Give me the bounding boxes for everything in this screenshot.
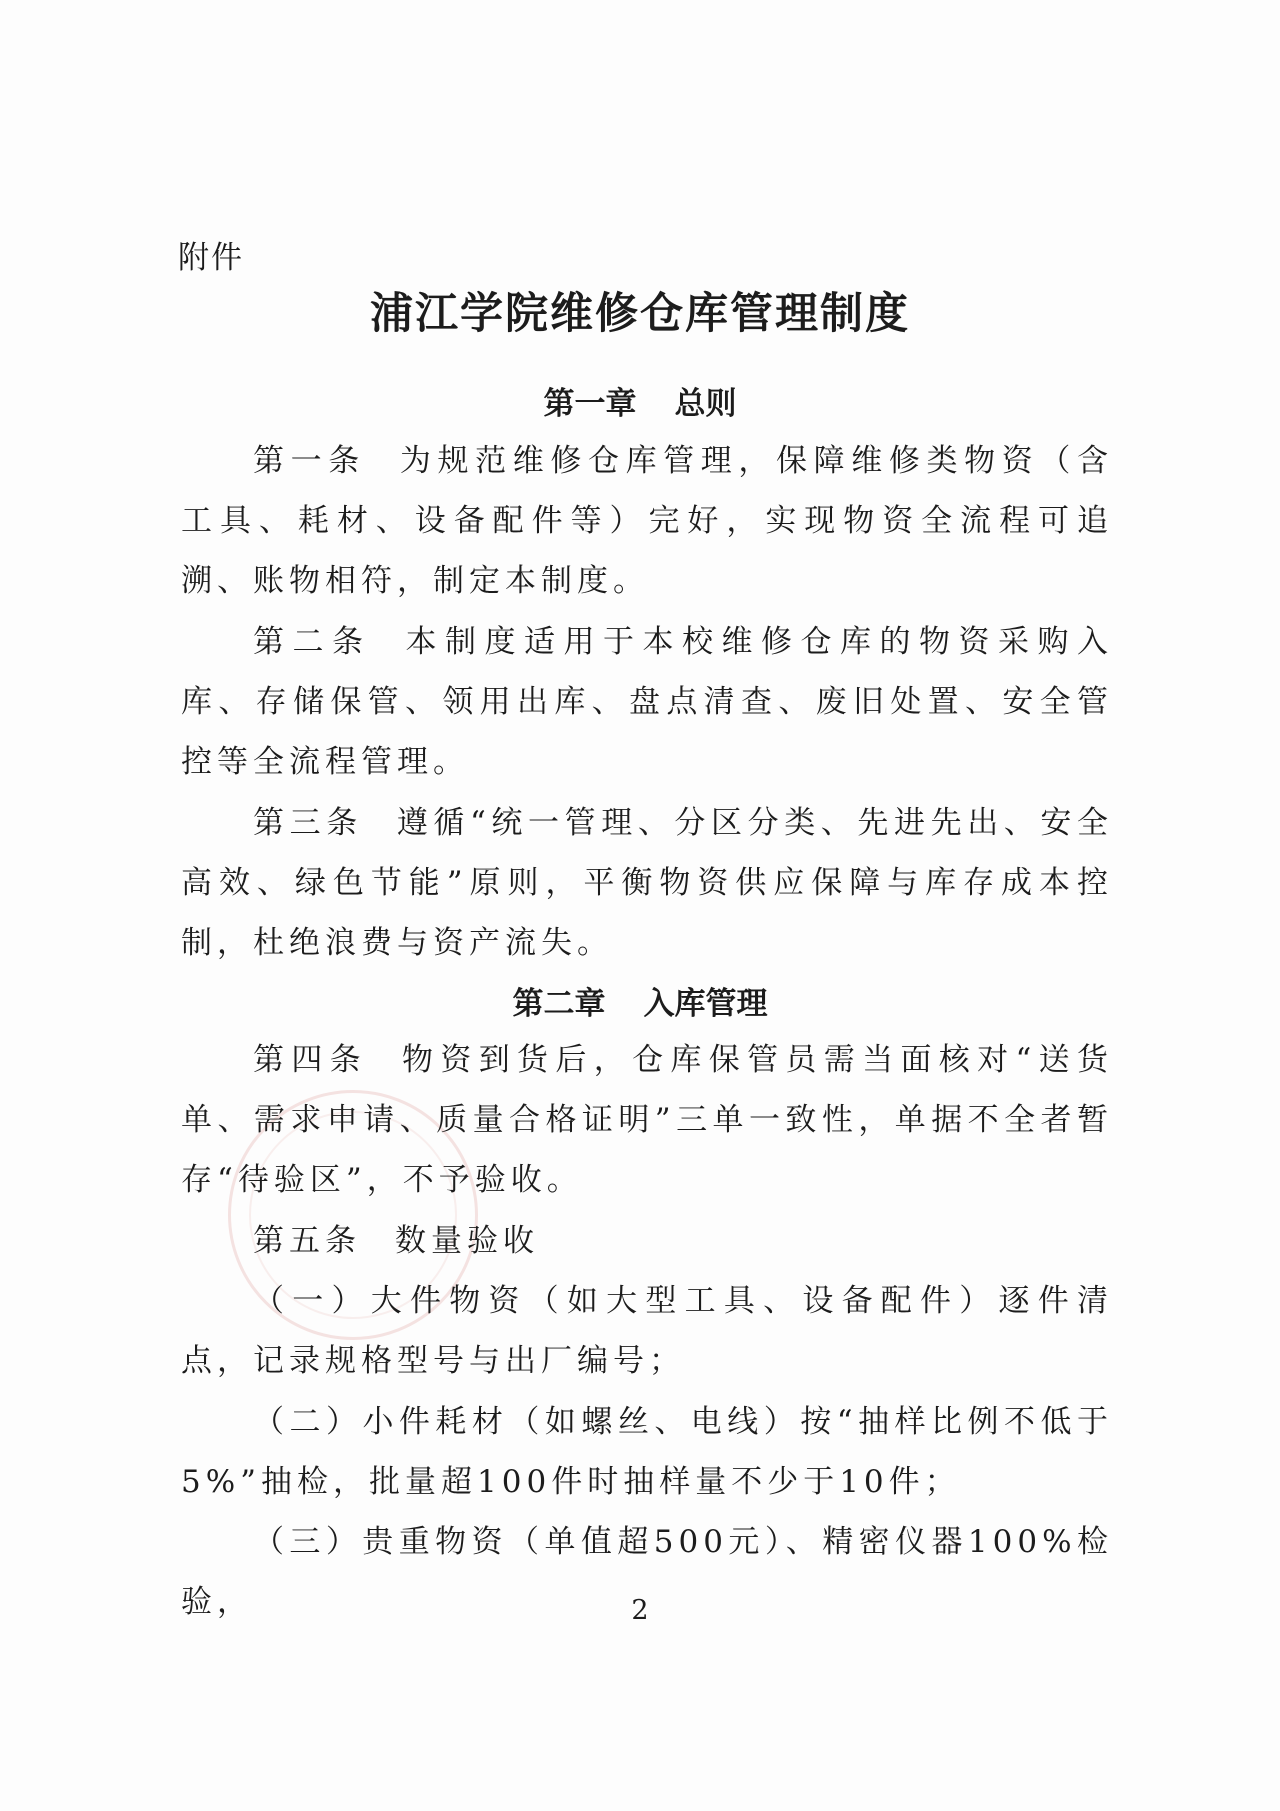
chapter-name: 总则 (674, 386, 737, 422)
article-label: 第一条 (253, 443, 366, 479)
article-text: 本制度适用于本校维修仓库的物资采购入库、存储保管、领用出库、盘点清查、废旧处置、安全管控等全流程管理。 (181, 624, 1113, 780)
article-text: 数量验收 (395, 1223, 539, 1259)
attachment-label: 附件 (178, 240, 244, 276)
document-title: 浦江学院维修仓库管理制度 (370, 289, 910, 339)
item-text: （三）贵重物资（单值超500元）、精密仪器100%检验， (181, 1524, 1113, 1620)
article-5-item-2 (181, 1392, 1113, 1512)
article-3 (181, 793, 1113, 973)
article-label: 第二条 (253, 624, 372, 660)
chapter-number: 第二章 (512, 986, 606, 1022)
article-text: 为规范维修仓库管理，保障维修类物资（含工具、耗材、设备配件等）完好，实现物资全流程可追溯、账物相符，制定本制度。 (181, 443, 1114, 599)
page-number: 2 (631, 1595, 649, 1626)
item-text: （一）大件物资（如大型工具、设备配件）逐件清点，记录规格型号与出厂编号； (181, 1283, 1113, 1379)
item-text: （二）小件耗材（如螺丝、电线）按“抽样比例不低于5%”抽检，批量超100件时抽样量不少于10件； (181, 1404, 1113, 1500)
article-1 (181, 431, 1113, 611)
article-4 (181, 1030, 1113, 1210)
article-text: 物资到货后，仓库保管员需当面核对“送货单、需求申请、质量合格证明”三单一致性，单据不全者暂存“待验区”，不予验收。 (181, 1042, 1113, 1198)
article-label: 第三条 (253, 805, 363, 841)
article-label: 第四条 (253, 1042, 369, 1078)
article-5 (181, 1211, 1113, 1271)
chapter-2-heading (0, 978, 1280, 1023)
article-text: 遵循“统一管理、分区分类、先进先出、安全高效、绿色节能”原则，平衡物资供应保障与库存成本控制，杜绝浪费与资产流失。 (181, 805, 1113, 961)
chapter-name: 入库管理 (643, 986, 768, 1022)
article-2 (181, 612, 1113, 792)
chapter-number: 第一章 (543, 386, 637, 422)
chapter-1-heading (0, 378, 1280, 423)
article-5-item-1 (181, 1271, 1113, 1391)
article-label: 第五条 (253, 1223, 361, 1259)
